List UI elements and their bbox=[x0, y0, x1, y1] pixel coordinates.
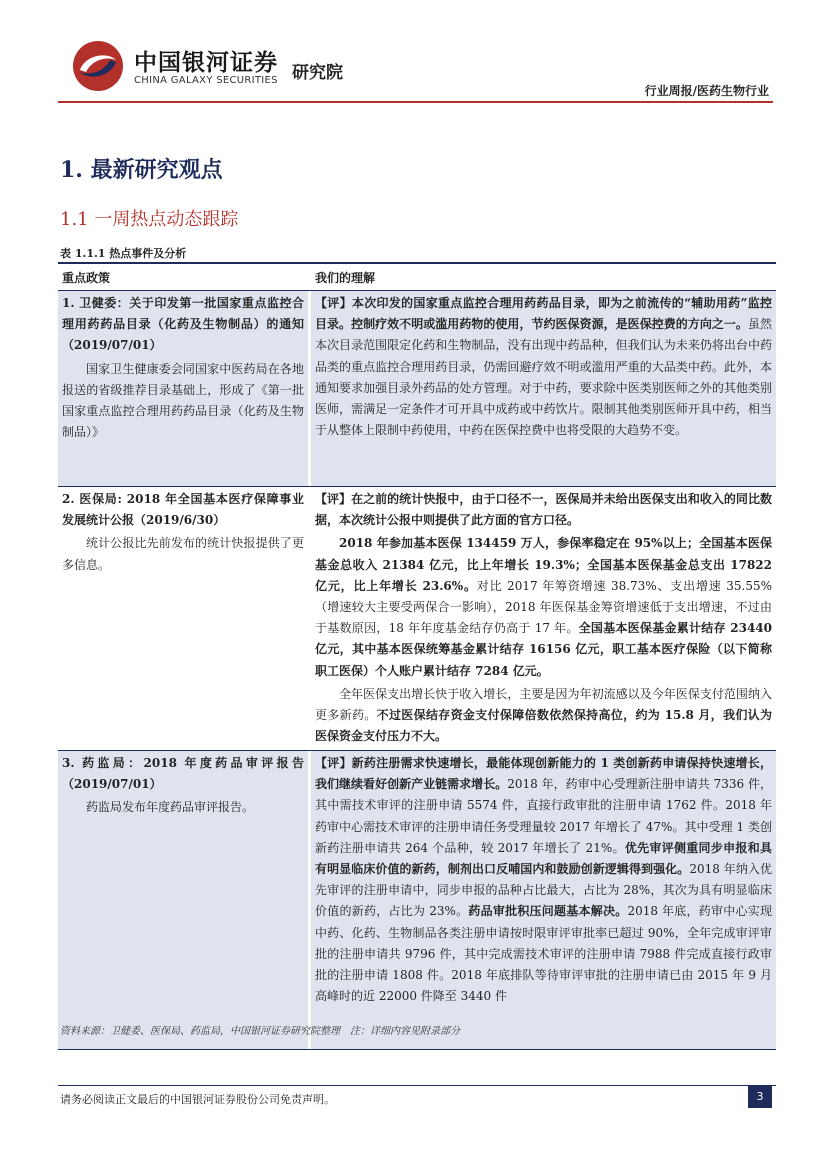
page-number: 3 bbox=[748, 1086, 772, 1108]
policy-cell bbox=[58, 291, 308, 486]
subsection-heading: 1.1 一周热点动态跟踪 bbox=[60, 209, 239, 230]
table-row bbox=[58, 751, 776, 1050]
analysis-body: 2018 年底，药审中心实现中药、化药、生物制品各类注册申请按时限审评审批率已超过 90%，全年完成审评审批的注册申请共 9796 件，其中完成需技术审评的注册申请 7988 件完成直接行政审批的注册申请 1808 件。2018 年底排队等待审评审批的注册申请已由 2015 年 9 月高峰时的近 22000 件降至 3440 件 bbox=[315, 904, 772, 1004]
events-table bbox=[58, 262, 776, 1050]
policy-title: 2. 医保局: 2018 年全国基本医疗保障事业发展统计公报（2019/6/30） bbox=[62, 492, 304, 528]
analysis-highlight: 全国基本医保基金累计结存 23440 亿元，其中基本医保统筹基金累计结存 16156 亿元，职工基本医疗保险（以下简称职工医保）个人账户累计结存 7284 亿元。 bbox=[315, 621, 772, 678]
analysis-highlight: 【评】本次印发的国家重点监控合理用药药品目录，即为之前流传的“辅助用药”监控目录。控制疗效不明或滥用药物的使用，节约医保资源，是医保控费的方向之一。 bbox=[315, 296, 772, 332]
policy-cell bbox=[58, 487, 308, 576]
analysis-highlight: 【评】新药注册需求快速增长，最能体现创新能力的 1 类创新药申请保持快速增长，我们继续看好创新产业链需求增长。 bbox=[315, 756, 772, 792]
section-heading: 1. 最新研究观点 bbox=[60, 157, 223, 183]
analysis-highlight: 【评】在之前的统计快报中，由于口径不一，医保局并未给出医保支出和收入的同比数据，本次统计公报中则提供了此方面的官方口径。 bbox=[315, 492, 772, 528]
disclaimer-note: 请务必阅读正文最后的中国银河证券股份公司免责声明。 bbox=[60, 1093, 335, 1106]
analysis-text bbox=[311, 751, 776, 1007]
institute-label: 研究院 bbox=[292, 63, 343, 83]
analysis-text bbox=[311, 682, 776, 748]
analysis-body: 对比 2017 年筹资增速 38.73%、支出增速 35.55%（增速较大主要受两保合一影响），2018 年医保基金筹资增速低于支出增速，不过由于基数原因，18 年年度基金结存仍高于 17 年。 bbox=[315, 578, 772, 636]
page-header bbox=[0, 0, 827, 105]
column-header-policy: 重点政策 bbox=[62, 271, 111, 285]
report-type: 行业周报/医药生物行业 bbox=[644, 84, 769, 98]
table-row bbox=[58, 487, 776, 751]
brand-name-cn: 中国银河证券 bbox=[134, 50, 278, 76]
analysis-highlight: 不过医保结存资金支付保障倍数依然保持高位，约为 15.8 月，我们认为医保资金支付压力不大。 bbox=[315, 708, 772, 744]
analysis-cell bbox=[311, 291, 776, 486]
table-title: 表 1.1.1 热点事件及分析 bbox=[60, 247, 187, 260]
table-row bbox=[58, 291, 776, 487]
table-source-note: 资料来源：卫健委、医保局、药监局，中国银河证券研究院整理 注：详细内容见附录部分 bbox=[60, 1026, 460, 1037]
policy-summary: 统计公报比先前发布的统计快报提供了更多信息。 bbox=[62, 536, 304, 572]
analysis-highlight: 2018 年参加基本医保 134459 万人，参保率稳定在 95%以上；全国基本医保基金总收入 21384 亿元，比上年增长 19.3%；全国基本医保基金总支出 17822 亿元，比上年增长 23.6%。 bbox=[315, 536, 772, 593]
table-header bbox=[58, 262, 776, 291]
analysis-body: 2018 年纳入优先审评的注册申请中，同步申报的品种占比最大，占比为 28%，其次为具有明显临床价值的新药，占比为 23%。 bbox=[315, 862, 772, 919]
column-header-analysis: 我们的理解 bbox=[315, 271, 376, 285]
brand-name-en: CHINA GALAXY SECURITIES bbox=[134, 75, 278, 86]
analysis-body: 虽然本次目录范围限定化药和生物制品，没有出现中药品种，但我们认为未来仍将出台中药品类的重点监控合理用药目录，仍需回避疗效不明或滥用严重的大品类中药。此外，本通知要求加强目录外药品的处方管理。对于中药，要求除中医类别医师之外的其他类别医师，需满足一定条件才可开具中成药或中药饮片。限制其他类别医师开具中药，相当于从整体上限制中药使用，中药在医保控费中也将受限的大趋势不变。 bbox=[315, 317, 772, 438]
policy-title: 1. 卫健委：关于印发第一批国家重点监控合理用药药品目录（化药及生物制品）的通知（2019/07/01） bbox=[62, 296, 304, 353]
policy-summary: 国家卫生健康委会同国家中医药局在各地报送的省级推荐目录基础上，形成了《第一批国家重点监控合理用药药品目录（化药及生物制品）》 bbox=[62, 361, 304, 440]
analysis-highlight: 优先审评侧重同步申报和具有明显临床价值的新药，制剂出口反哺国内和鼓励创新逻辑得到强化。 bbox=[315, 840, 772, 877]
footer-divider bbox=[58, 1085, 776, 1086]
analysis-text bbox=[311, 291, 776, 441]
analysis-cell bbox=[311, 487, 776, 750]
header-divider bbox=[58, 101, 773, 103]
policy-summary: 药监局发布年度药品审评报告。 bbox=[86, 800, 255, 815]
galaxy-logo-icon bbox=[72, 40, 124, 92]
analysis-highlight: 药品审批积压问题基本解决。 bbox=[468, 904, 628, 919]
analysis-text bbox=[311, 531, 776, 681]
policy-title: 3. 药监局：2018 年度药品审评报告（2019/07/01） bbox=[62, 756, 304, 792]
analysis-body: 全年医保支出增长快于收入增长，主要是因为年初流感以及今年医保支付范围纳入更多新药。 bbox=[315, 686, 772, 723]
policy-cell bbox=[58, 751, 308, 1049]
analysis-body: 2018 年，药审中心受理新注册申请共 7336 件，其中需技术审评的注册申请 5574 件，直接行政审批的注册申请 1762 件。2018 年药审中心需技术审评的注册申请任务受理量较 2017 年增长了 47%。其中受理 1 类创新药注册申请共 264 个品种，较 2017 年增长了 21%。 bbox=[315, 777, 772, 855]
analysis-cell bbox=[311, 751, 776, 1049]
